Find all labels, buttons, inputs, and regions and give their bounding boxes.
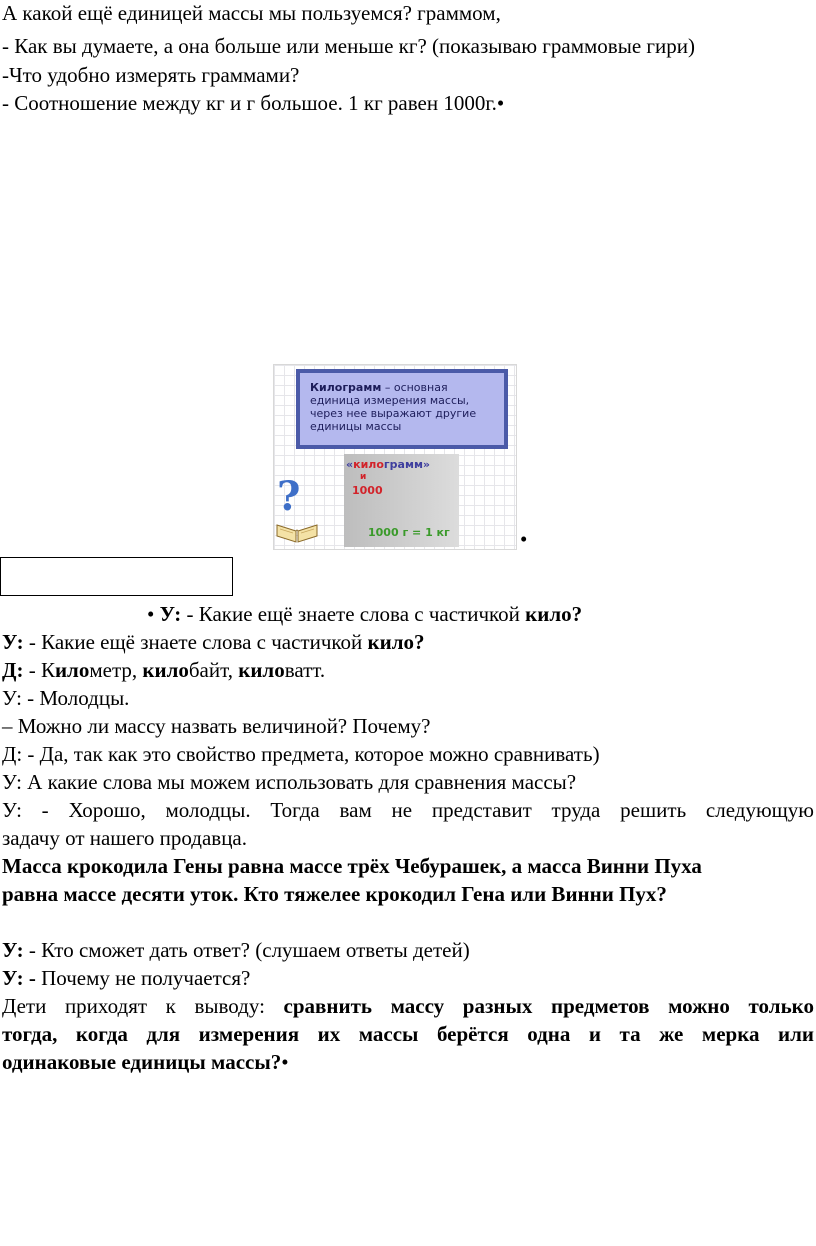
- speaker-label: У:: [2, 630, 24, 654]
- text-span: - Соотношение между кг и г большое. 1 кг равен 1000г.: [2, 91, 497, 115]
- open-book-icon: [274, 511, 320, 543]
- kilo-and: и: [360, 472, 367, 482]
- text-line: [2, 937, 470, 963]
- definition-text: – основная: [381, 381, 448, 394]
- definition-text: через нее выражают другие: [310, 407, 477, 420]
- bold-text: кило?: [367, 630, 425, 654]
- text-span: Почему не получается?: [35, 966, 251, 990]
- bullet-icon: •: [520, 527, 528, 551]
- text-line: - Как вы думаете, а она больше или меньше кг? (показываю граммовые гири): [2, 34, 695, 58]
- text-line: Д: - Да, так как это свойство предмета, которое можно сравнивать): [2, 742, 600, 766]
- speaker-label: У:: [159, 602, 182, 626]
- bullet-icon: •: [496, 91, 505, 115]
- text-line: [2, 90, 504, 116]
- kilo-prefix: кило: [353, 458, 384, 471]
- text-line: [2, 965, 250, 991]
- text-line: [2, 629, 425, 655]
- text-line: [2, 657, 325, 683]
- text-span: Дети приходят к выводу:: [2, 994, 284, 1018]
- definition-text: единица измерения массы,: [310, 394, 470, 407]
- task-text: Масса крокодила Гены равна массе трёх Чебурашек, а масса Винни Пуха: [2, 854, 702, 878]
- definition-term: Килограмм: [310, 381, 382, 394]
- text-line: [2, 1049, 814, 1075]
- task-line: [2, 853, 702, 879]
- speaker-label: У: -: [2, 966, 36, 990]
- text-line: А какой ещё единицей массы мы пользуемся? граммом,: [2, 1, 501, 25]
- bulleted-line: [147, 601, 582, 627]
- task-line: [2, 881, 667, 907]
- kilogram-card: [344, 454, 459, 547]
- question-mark-icon: ?: [277, 473, 301, 520]
- bold-text: тогда, когда для измерения их массы берётся одна и та же мерка или: [2, 1022, 814, 1046]
- text-line: У: - Молодцы.: [2, 686, 130, 710]
- kilo-number: 1000: [352, 484, 383, 497]
- quote-mark: «: [346, 458, 354, 471]
- text-span: метр,: [89, 658, 143, 682]
- definition-text: единицы массы: [310, 420, 402, 433]
- justified-line: [2, 1021, 814, 1047]
- justified-line: [2, 993, 814, 1019]
- kilo-equation: 1000 г = 1 кг: [368, 526, 450, 539]
- bold-text: сравнить массу разных предметов можно только: [283, 994, 814, 1018]
- text-span: - К: [23, 658, 55, 682]
- bullet-icon: •: [147, 602, 155, 626]
- bold-text: кило: [142, 658, 189, 682]
- kilo-title: [346, 458, 430, 471]
- text-line: У: А какие слова мы можем использовать для сравнения массы?: [2, 770, 577, 794]
- bold-text: кило: [238, 658, 285, 682]
- text-span: - Кто сможет дать ответ? (слушаем ответы детей): [23, 938, 470, 962]
- text-span: - Какие ещё знаете слова с частичкой: [181, 602, 526, 626]
- bold-text: ило: [54, 658, 90, 682]
- kilo-suffix: грамм»: [383, 458, 431, 471]
- bold-text: одинаковые единицы массы?: [2, 1050, 282, 1074]
- text-span: - Какие ещё знаете слова с частичкой: [23, 630, 368, 654]
- text-span: ватт.: [284, 658, 326, 682]
- text-span: байт,: [188, 658, 239, 682]
- definition-box: [296, 369, 508, 449]
- text-line: задачу от нашего продавца.: [2, 826, 247, 850]
- text-line: -Что удобно измерять граммами?: [2, 63, 300, 87]
- text-line: – Можно ли массу назвать величиной? Почему?: [2, 714, 431, 738]
- justified-line: У: - Хорошо, молодцы. Тогда вам не представит труда решить следующую: [2, 798, 814, 822]
- bold-text: кило?: [525, 602, 583, 626]
- speaker-label: Д:: [2, 658, 24, 682]
- empty-frame: [0, 557, 233, 596]
- task-text: равна массе десяти уток. Кто тяжелее крокодил Гена или Винни Пух?: [2, 882, 667, 906]
- slide-image: [273, 364, 517, 550]
- speaker-label: У:: [2, 938, 24, 962]
- bullet-icon: •: [281, 1050, 289, 1074]
